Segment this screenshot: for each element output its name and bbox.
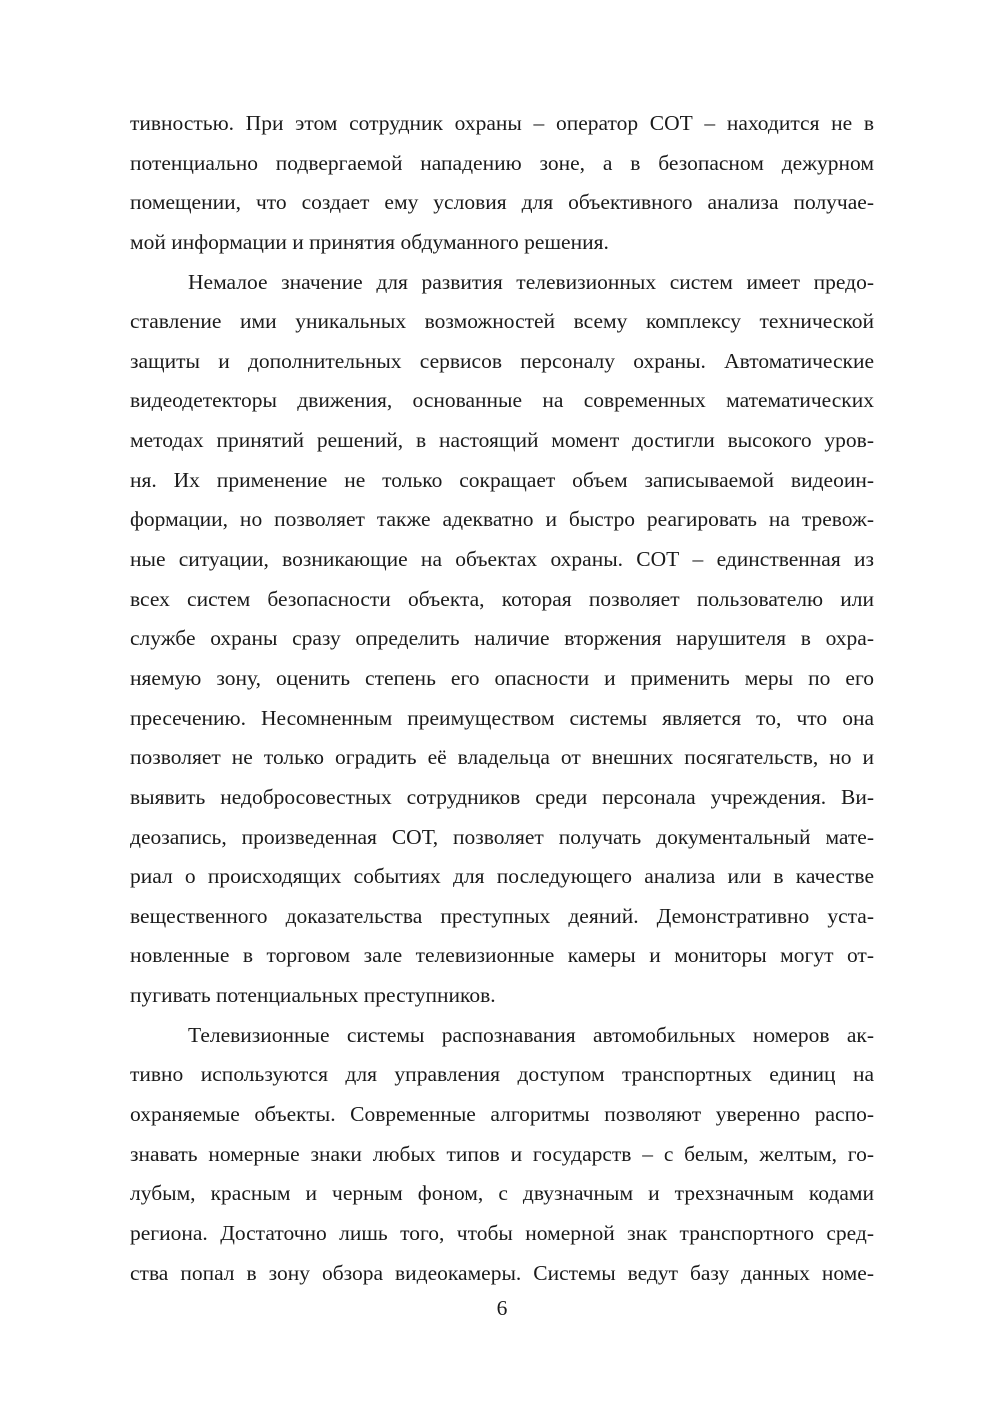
document-body — [130, 104, 874, 1293]
text-line: ня. Их применение не только сокращает объем записываемой видеоин- — [130, 467, 874, 492]
text-line: службе охраны сразу определить наличие вторжения нарушителя в охра- — [130, 626, 874, 651]
text-line: тивностью. При этом сотрудник охраны – оператор СОТ – находится не в — [130, 111, 874, 135]
text-line: ства попал в зону обзора видеокамеры. Системы ведут базу данных номе- — [130, 1260, 874, 1285]
text-line: формации, но позволяет также адекватно и быстро реагировать на тревож- — [130, 507, 874, 532]
text-line: деозапись, произведенная СОТ, позволяет получать документальный мате- — [130, 824, 874, 849]
text-line: пугивать потенциальных преступников. — [130, 983, 496, 1008]
text-line: позволяет не только оградить её владельца от внешних посягательств, но и — [130, 745, 874, 770]
text-line: охраняемые объекты. Современные алгоритмы позволяют уверенно распо- — [130, 1102, 874, 1127]
text-line: риал о происходящих событиях для последующего анализа или в качестве — [130, 864, 874, 889]
text-line: ные ситуации, возникающие на объектах охраны. СОТ – единственная из — [130, 547, 874, 572]
text-line: знавать номерные знаки любых типов и государств – с белым, желтым, го- — [130, 1141, 874, 1166]
text-line: няемую зону, оценить степень его опасности и применить меры по его — [130, 665, 874, 690]
text-line: всех систем безопасности объекта, которая позволяет пользователю или — [130, 586, 874, 611]
text-line: Телевизионные системы распознавания автомобильных номеров ак- — [188, 1022, 874, 1047]
text-line: методах принятий решений, в настоящий момент достигли высокого уров- — [130, 428, 874, 453]
text-line: видеодетекторы движения, основанные на современных математических — [130, 388, 874, 413]
text-line: защиты и дополнительных сервисов персоналу охраны. Автоматические — [130, 348, 874, 373]
text-line: тивно используются для управления доступом транспортных единиц на — [130, 1062, 874, 1087]
page-number: 6 — [496, 1296, 508, 1320]
paragraph — [130, 104, 874, 263]
text-line: помещении, что создает ему условия для объективного анализа получае- — [130, 190, 874, 215]
text-line: лубым, красным и черным фоном, с двузначным и трехзначным кодами — [130, 1181, 874, 1206]
paragraph — [130, 263, 874, 1016]
paragraph — [130, 1016, 874, 1293]
text-line: Немалое значение для развития телевизионных систем имеет предо- — [188, 269, 874, 294]
text-line: пресечению. Несомненным преимуществом системы является то, что она — [130, 705, 874, 730]
text-line: региона. Достаточно лишь того, чтобы номерной знак транспортного сред- — [130, 1220, 874, 1245]
text-line: ставление ими уникальных возможностей всему комплексу технической — [130, 309, 874, 334]
text-line: выявить недобросовестных сотрудников среди персонала учреждения. Ви- — [130, 784, 874, 809]
text-line: потенциально подвергаемой нападению зоне, а в безопасном дежурном — [130, 150, 874, 175]
text-line: вещественного доказательства преступных деяний. Демонстративно уста- — [130, 903, 874, 928]
text-line: новленные в торговом зале телевизионные камеры и мониторы могут от- — [130, 943, 874, 968]
text-line: мой информации и принятия обдуманного решения. — [130, 229, 609, 254]
